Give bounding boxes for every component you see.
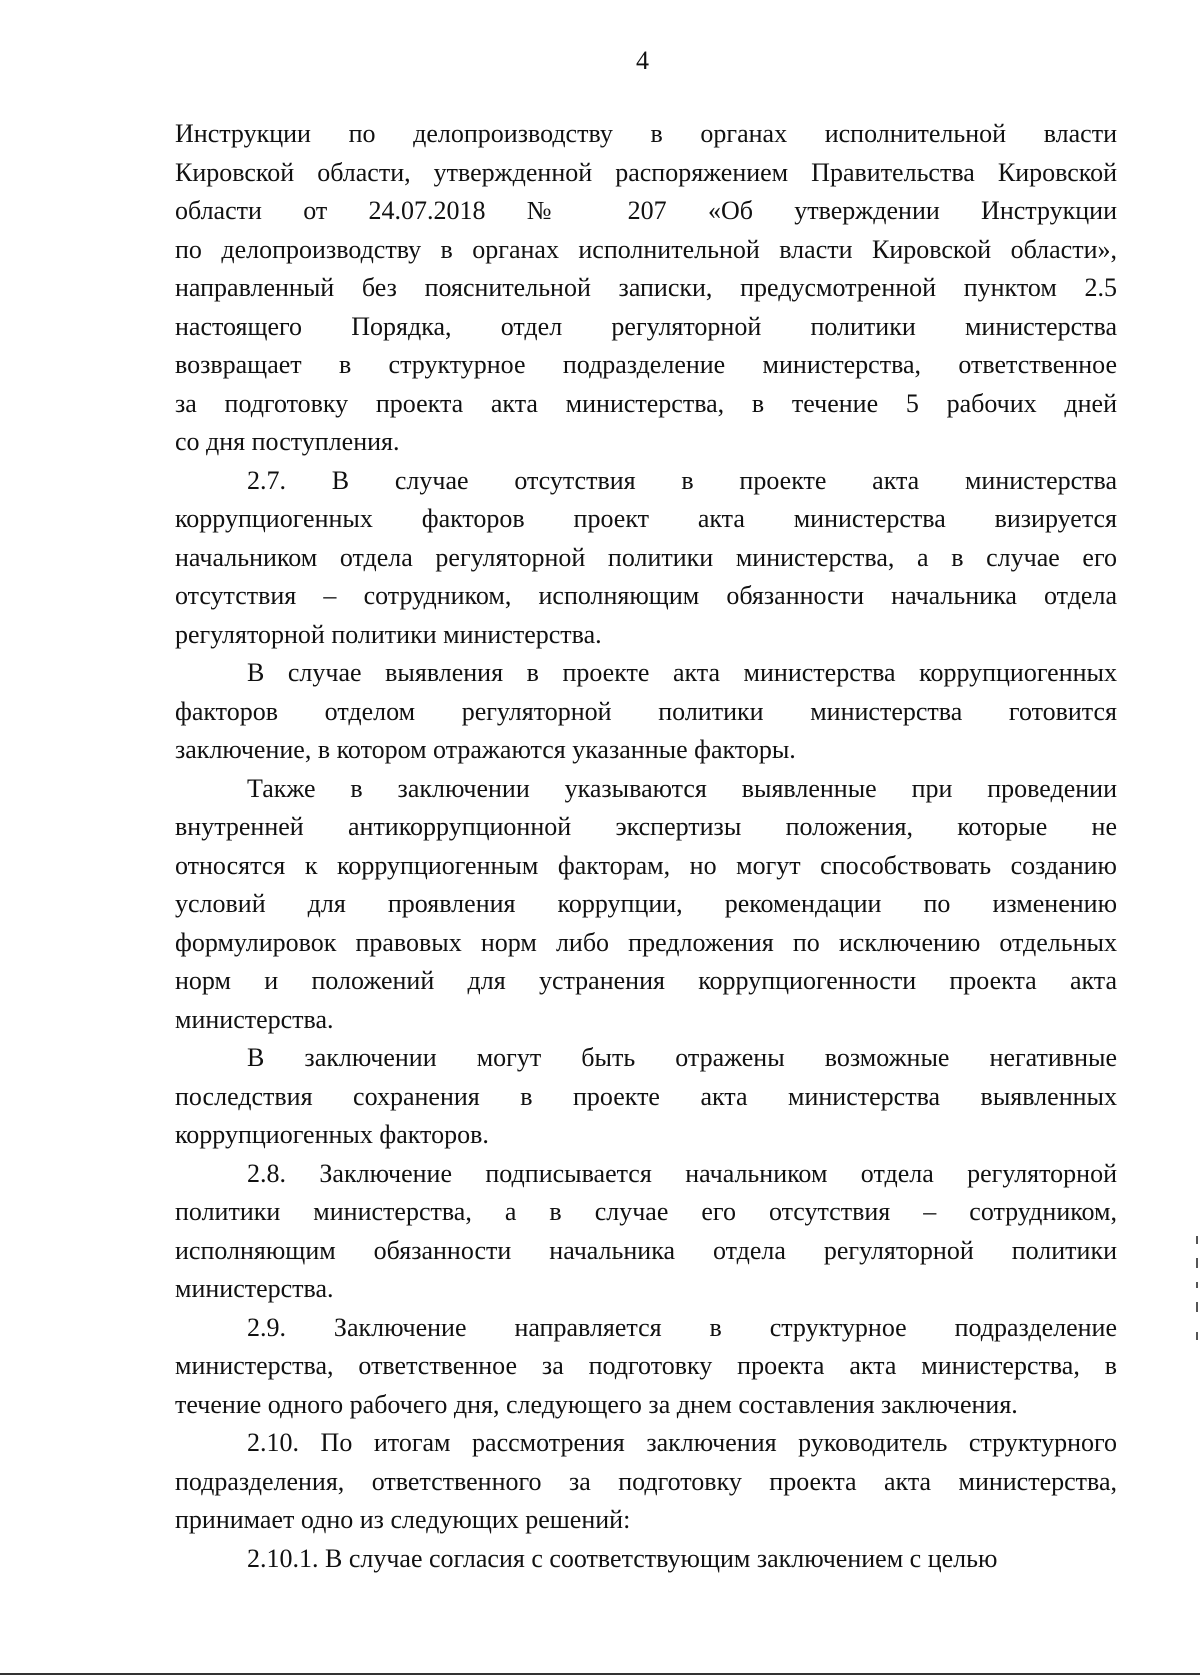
paragraph (175, 1424, 1117, 1540)
text-line: министерства. (175, 1004, 334, 1034)
page-number: 4 (636, 46, 649, 75)
paragraph (175, 654, 1117, 770)
text-line: условий для проявления коррупции, рекомендации по изменению (175, 889, 1117, 918)
text-line: настоящего Порядка, отдел регуляторной политики министерства (175, 311, 1117, 341)
text-line: политики министерства, а в случае его отсутствия – сотрудником, (175, 1197, 1117, 1226)
text-line: коррупциогенных факторов проект акта министерства визируется (175, 504, 1117, 533)
text-line: В заключении могут быть отражены возможные негативные (247, 1043, 1117, 1072)
text-line: по делопроизводству в органах исполнительной власти Кировской области», (175, 234, 1117, 264)
paragraph (175, 1039, 1117, 1155)
text-line: Кировской области, утвержденной распоряжением Правительства Кировской (175, 157, 1117, 187)
text-line: формулировок правовых норм либо предложения по исключению отдельных (175, 927, 1117, 957)
paragraph (175, 770, 1117, 1040)
text-line: заключение, в котором отражаются указанные факторы. (175, 735, 796, 764)
text-line: области от 24.07.2018 № 207 «Об утверждении Инструкции (175, 196, 1117, 225)
document-body (175, 115, 1117, 1578)
text-line: со дня поступления. (175, 427, 400, 456)
text-line: принимает одно из следующих решений: (175, 1505, 631, 1534)
text-line: за подготовку проекта акта министерства, в течение 5 рабочих дней (175, 388, 1117, 418)
paragraph (175, 1309, 1117, 1425)
paragraph (175, 1155, 1117, 1309)
text-line: коррупциогенных факторов. (175, 1120, 489, 1149)
text-line: норм и положений для устранения коррупциогенности проекта акта (175, 966, 1117, 995)
text-line: течение одного рабочего дня, следующего за днем составления заключения. (175, 1389, 1018, 1419)
margin-scan-marks (1196, 1236, 1198, 1346)
text-line: исполняющим обязанности начальника отдела регуляторной политики (175, 1235, 1117, 1265)
text-line: Инструкции по делопроизводству в органах исполнительной власти (175, 119, 1117, 148)
text-line: регуляторной политики министерства. (175, 619, 602, 649)
text-line: В случае выявления в проекте акта министерства коррупциогенных (247, 658, 1117, 687)
text-line: относятся к коррупциогенным факторам, но могут способствовать созданию (175, 850, 1117, 880)
scan-bottom-edge (0, 1673, 1200, 1675)
text-line: 2.10.1. В случае согласия с соответствующим заключением с целью (247, 1543, 998, 1573)
text-line: последствия сохранения в проекте акта министерства выявленных (175, 1081, 1117, 1111)
text-line: факторов отделом регуляторной политики министерства готовится (175, 696, 1117, 726)
text-line: министерства, ответственное за подготовку проекта акта министерства, в (175, 1351, 1117, 1380)
text-line: начальником отдела регуляторной политики министерства, а в случае его (175, 542, 1117, 572)
paragraph (175, 115, 1117, 462)
text-line: министерства. (175, 1274, 334, 1303)
paragraph (175, 1540, 1117, 1579)
text-line: подразделения, ответственного за подготовку проекта акта министерства, (175, 1466, 1117, 1496)
paragraph (175, 462, 1117, 655)
text-line: отсутствия – сотрудником, исполняющим обязанности начальника отдела (175, 581, 1117, 610)
text-line: направленный без пояснительной записки, предусмотренной пунктом 2.5 (175, 273, 1117, 302)
text-line: Также в заключении указываются выявленные при проведении (247, 773, 1117, 803)
text-line: 2.10. По итогам рассмотрения заключения руководитель структурного (247, 1428, 1117, 1457)
text-line: 2.7. В случае отсутствия в проекте акта министерства (247, 465, 1117, 495)
text-line: внутренней антикоррупционной экспертизы положения, которые не (175, 812, 1117, 841)
text-line: 2.9. Заключение направляется в структурное подразделение (247, 1312, 1117, 1342)
text-line: 2.8. Заключение подписывается начальником отдела регуляторной (247, 1158, 1117, 1188)
text-line: возвращает в структурное подразделение министерства, ответственное (175, 350, 1117, 379)
